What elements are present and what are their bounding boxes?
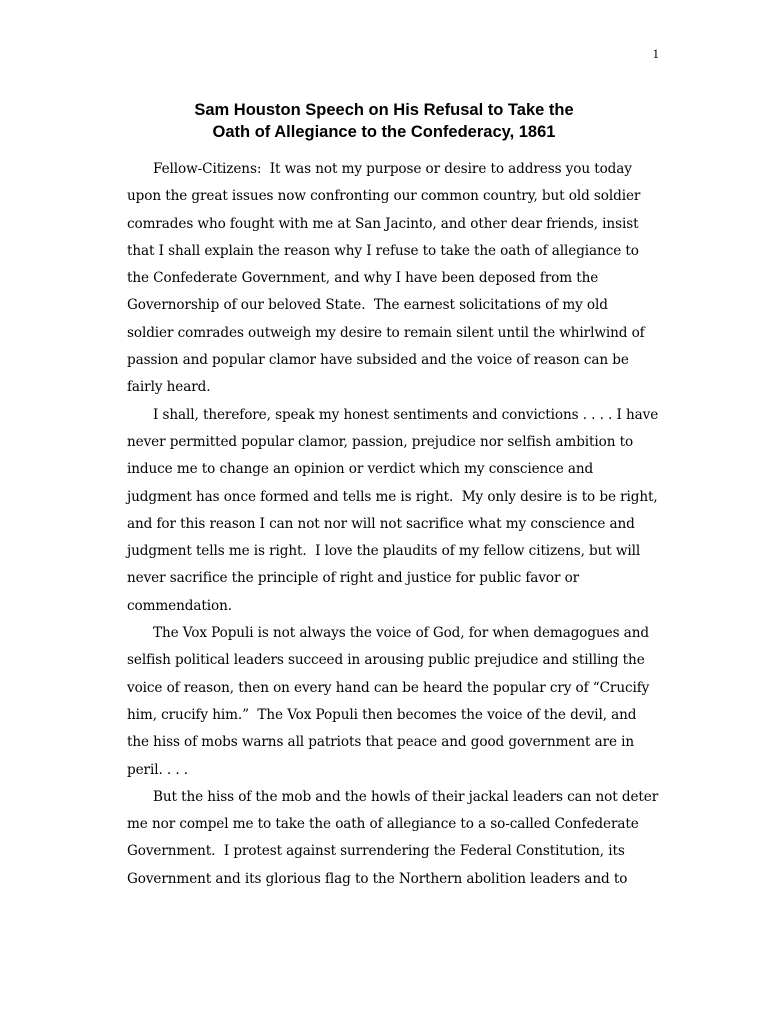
document-title [0,99,768,143]
title-line-2: Oath of Allegiance to the Confederacy, 1861 [212,123,556,141]
text-line: The Vox Populi is not always the voice of God, for when demagogues and [153,625,649,642]
text-line: that I shall explain the reason why I refuse to take the oath of allegiance to [127,242,639,259]
text-line: never permitted popular clamor, passion, prejudice nor selfish ambition to [127,433,634,450]
text-line: Fellow-Citizens: It was not my purpose or desire to address you today [153,161,632,177]
text-line: I shall, therefore, speak my honest sentiments and convictions . . . . I have [153,406,659,423]
text-line: me nor compel me to take the oath of allegiance to a so-called Confederate [127,816,639,833]
paragraph-3 [127,620,667,784]
text-line: soldier comrades outweigh my desire to remain silent until the whirlwind of [127,324,645,341]
text-line: But the hiss of the mob and the howls of their jackal leaders can not deter [153,788,659,805]
text-line: judgment has once formed and tells me is right. My only desire is to be right, [127,488,658,505]
text-line: voice of reason, then on every hand can be heard the popular cry of “Crucify [127,679,650,696]
paragraph-4 [127,784,667,893]
text-line: comrades who fought with me at San Jacinto, and other dear friends, insist [127,215,639,232]
text-line: induce me to change an opinion or verdict which my conscience and [127,461,594,478]
text-line: judgment tells me is right. I love the plaudits of my fellow citizens, but will [127,543,641,560]
title-line-1: Sam Houston Speech on His Refusal to Take the [194,101,574,119]
text-line: fairly heard. [127,379,211,396]
text-line: Government. I protest against surrendering the Federal Constitution, its [127,843,625,860]
text-line: never sacrifice the principle of right and justice for public favor or [127,570,580,587]
text-line: Government and its glorious flag to the Northern abolition leaders and to [127,870,628,887]
text-line: peril. . . . [127,761,188,778]
text-line: and for this reason I can not nor will not sacrifice what my conscience and [127,515,635,532]
text-line: upon the great issues now confronting our common country, but old soldier [127,188,641,205]
text-line: passion and popular clamor have subsided and the voice of reason can be [127,352,629,369]
page-number: 1 [652,46,659,61]
paragraph-1 [127,156,667,402]
paragraph-2 [127,402,667,620]
text-line: him, crucify him.” The Vox Populi then becomes the voice of the devil, and [127,706,637,723]
text-line: commendation. [127,597,232,614]
text-line: Governorship of our beloved State. The earnest solicitations of my old [127,297,608,314]
text-line: the hiss of mobs warns all patriots that peace and good government are in [127,734,635,751]
text-line: the Confederate Government, and why I have been deposed from the [127,270,599,287]
text-line: selfish political leaders succeed in arousing public prejudice and stilling the [127,652,645,669]
document-body [127,156,667,893]
